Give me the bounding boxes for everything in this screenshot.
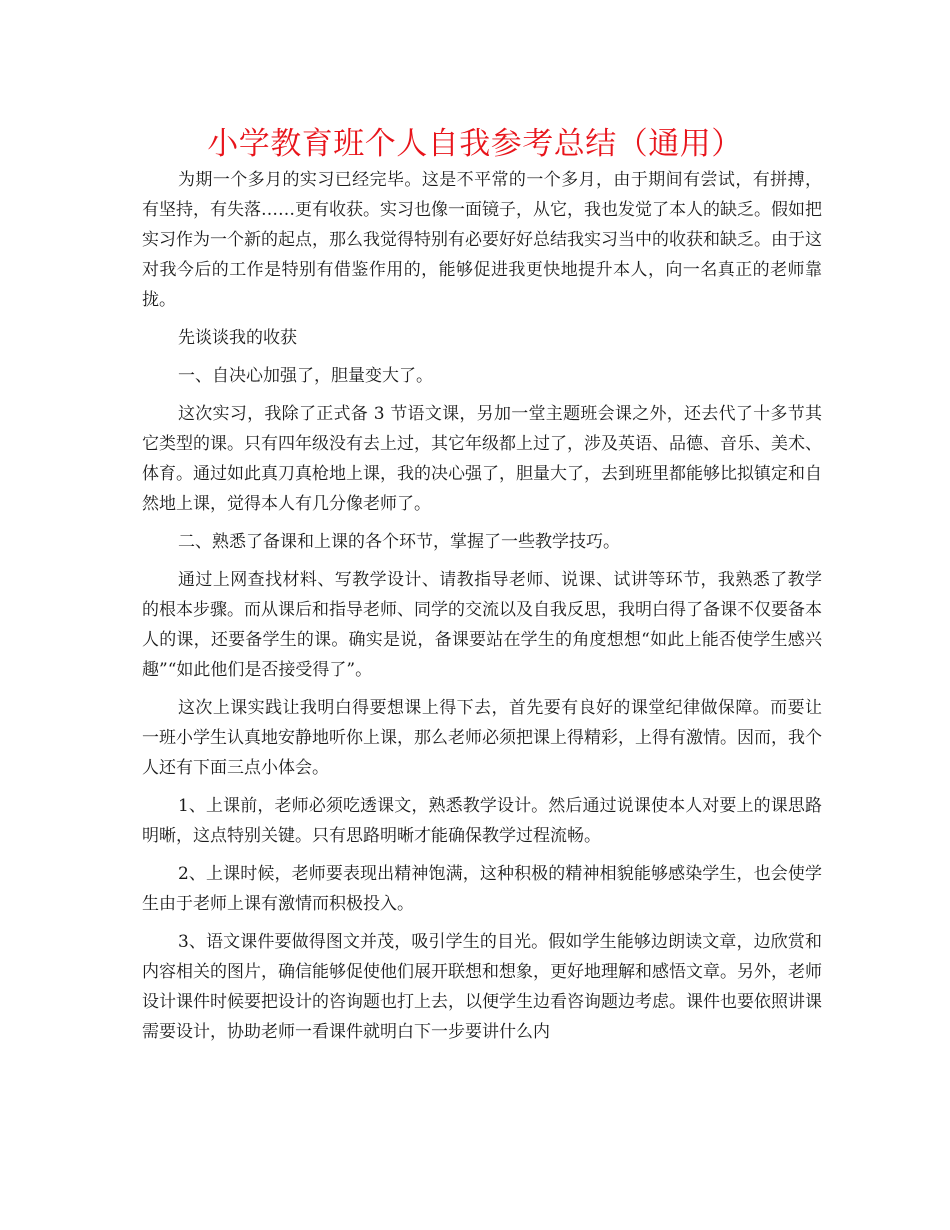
paragraph-practice: 这次上课实践让我明白得要想课上得下去，首先要有良好的课堂纪律做保障。而要让一班小学生认真地安静地听你上课，那么老师必须把课上得精彩，上得有激情。因而，我个人还有下面三点小体会。	[142, 698, 822, 778]
paragraph-harvest-heading: 先谈谈我的收获	[178, 328, 297, 348]
paragraph-point-one: 1、上课前，老师必须吃透课文，熟悉教学设计。然后通过说课使本人对要上的课思路明晰，这点特别关键。只有思路明晰才能确保教学过程流畅。	[142, 796, 822, 846]
paragraph-point-two: 2、上课时候，老师要表现出精神饱满，这种积极的精神相貌能够感染学生，也会使学生由于老师上课有激情而积极投入。	[142, 864, 822, 914]
document-body	[142, 165, 822, 1055]
paragraph-section-two-heading: 二、熟悉了备课和上课的各个环节，掌握了一些教学技巧。	[178, 532, 620, 552]
paragraph-point-three: 3、语文课件要做得图文并茂，吸引学生的目光。假如学生能够边朗读文章，边欣赏和内容相关的图片，确信能够促使他们展开联想和想象，更好地理解和感悟文章。另外，老师设计课件时候要把设计的咨询题也打上去，以便学生边看咨询题边考虑。课件也要依照讲课需要设计，协助老师一看课件就明白下一步要讲什么内	[142, 932, 822, 1042]
paragraph-section-two-body: 通过上网查找材料、写教学设计、请教指导老师、说课、试讲等环节，我熟悉了教学的根本步骤。而从课后和指导老师、同学的交流以及自我反思，我明白得了备课不仅要备本人的课，还要备学生的课。确实是说，备课要站在学生的角度想想“如此上能否使学生感兴趣”“如此他们是否接受得了”。	[142, 570, 822, 680]
paragraph-section-one-heading: 一、自决心加强了，胆量变大了。	[178, 366, 433, 386]
paragraph-intro: 为期一个多月的实习已经完毕。这是不平常的一个多月，由于期间有尝试，有拼搏，有坚持，有失落……更有收获。实习也像一面镜子，从它，我也发觉了本人的缺乏。假如把实习作为一个新的起点，那么我觉得特别有必要好好总结我实习当中的收获和缺乏。由于这对我今后的工作是特别有借鉴作用的，能够促进我更快地提升本人，向一名真正的老师靠拢。	[142, 170, 822, 310]
paragraph-section-one-body: 这次实习，我除了正式备 3 节语文课，另加一堂主题班会课之外，还去代了十多节其它类型的课。只有四年级没有去上过，其它年级都上过了，涉及英语、品德、音乐、美术、体育。通过如此真刀真枪地上课，我的决心强了，胆量大了，去到班里都能够比拟镇定和自然地上课，觉得本人有几分像老师了。	[142, 404, 822, 514]
document-title: 小学教育班个人自我参考总结（通用）	[207, 126, 743, 162]
